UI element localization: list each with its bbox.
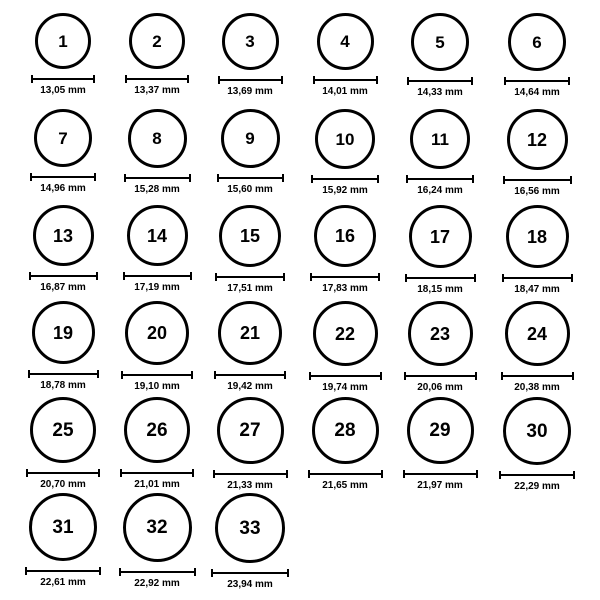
- measure-tick-left: [214, 371, 216, 379]
- measure-tick-left: [407, 77, 409, 85]
- ring-size-label: 23: [429, 323, 451, 344]
- diameter-measure-bar: [214, 371, 286, 379]
- measure-line: [119, 571, 196, 573]
- diameter-measure-bar: [503, 176, 572, 184]
- ring-size-cell: [16, 397, 110, 490]
- measure-tick-left: [119, 568, 121, 576]
- ring-circle: [221, 109, 280, 168]
- ring-size-cell: [298, 301, 392, 393]
- diameter-measure-bar: [119, 568, 196, 576]
- ring-size-cell: [298, 397, 392, 491]
- ring-size-label: 7: [58, 128, 68, 148]
- measure-tick-left: [313, 76, 315, 84]
- measure-tick-right: [571, 274, 573, 282]
- measure-line: [120, 472, 194, 474]
- measure-tick-right: [573, 471, 575, 479]
- measure-line: [26, 472, 100, 474]
- ring-size-label: 9: [245, 129, 255, 148]
- ring-diameter-label: 21,01 mm: [134, 479, 180, 490]
- measure-line: [403, 473, 478, 475]
- measure-tick-left: [502, 274, 504, 282]
- measure-line: [503, 179, 572, 181]
- measure-tick-left: [218, 76, 220, 84]
- ring-circle: [127, 205, 188, 266]
- measure-tick-right: [194, 568, 196, 576]
- measure-tick-right: [380, 372, 382, 380]
- measure-tick-right: [281, 76, 283, 84]
- ring-size-label: 13: [52, 225, 74, 246]
- measure-tick-right: [99, 567, 101, 575]
- ring-size-label: 22: [334, 323, 356, 344]
- measure-tick-right: [191, 371, 193, 379]
- diameter-measure-bar: [502, 274, 573, 282]
- ring-size-cell: [110, 397, 204, 490]
- diameter-measure-bar: [309, 372, 382, 380]
- measure-tick-right: [378, 273, 380, 281]
- ring-size-cell: [16, 301, 110, 391]
- measure-tick-left: [123, 272, 125, 280]
- ring-size-label: 25: [52, 419, 74, 441]
- ring-circle: [505, 301, 570, 366]
- measure-tick-right: [97, 370, 99, 378]
- measure-tick-right: [286, 470, 288, 478]
- ring-diameter-label: 16,56 mm: [514, 186, 560, 197]
- measure-line: [499, 474, 575, 476]
- measure-line: [217, 177, 284, 179]
- measure-line: [29, 275, 98, 277]
- ring-size-cell: [490, 109, 584, 197]
- measure-tick-left: [501, 372, 503, 380]
- ring-size-cell: [203, 493, 297, 590]
- ring-circle: [508, 13, 566, 71]
- diameter-measure-bar: [501, 372, 574, 380]
- ring-size-cell: [490, 301, 584, 393]
- ring-circle: [409, 205, 472, 268]
- ring-diameter-label: 21,65 mm: [322, 480, 368, 491]
- ring-diameter-label: 13,69 mm: [227, 86, 273, 97]
- ring-diameter-label: 20,06 mm: [417, 382, 463, 393]
- measure-tick-right: [287, 569, 289, 577]
- measure-line: [124, 177, 191, 179]
- ring-size-label: 17: [429, 226, 451, 247]
- measure-tick-left: [25, 567, 27, 575]
- diameter-measure-bar: [217, 174, 284, 182]
- ring-diameter-label: 15,92 mm: [322, 185, 368, 196]
- diameter-measure-bar: [213, 470, 288, 478]
- ring-diameter-label: 19,10 mm: [134, 381, 180, 392]
- ring-diameter-label: 14,33 mm: [417, 87, 463, 98]
- diameter-measure-bar: [123, 272, 192, 280]
- ring-circle: [408, 301, 473, 366]
- measure-line: [28, 373, 99, 375]
- ring-size-cell: [110, 13, 204, 96]
- ring-size-label: 10: [335, 129, 355, 149]
- measure-line: [311, 178, 379, 180]
- measure-line: [211, 572, 289, 574]
- ring-circle: [314, 205, 376, 267]
- diameter-measure-bar: [404, 372, 477, 380]
- ring-circle: [411, 13, 469, 71]
- ring-circle: [222, 13, 279, 70]
- measure-tick-right: [93, 75, 95, 83]
- diameter-measure-bar: [310, 273, 380, 281]
- diameter-measure-bar: [308, 470, 383, 478]
- ring-size-label: 4: [340, 32, 350, 51]
- diameter-measure-bar: [28, 370, 99, 378]
- measure-line: [215, 276, 285, 278]
- diameter-measure-bar: [499, 471, 575, 479]
- measure-line: [123, 275, 192, 277]
- ring-diameter-label: 17,83 mm: [322, 283, 368, 294]
- ring-circle: [29, 493, 97, 561]
- measure-line: [407, 80, 473, 82]
- measure-tick-right: [570, 176, 572, 184]
- ring-size-label: 3: [245, 32, 255, 51]
- ring-diameter-label: 14,01 mm: [322, 86, 368, 97]
- ring-circle: [30, 397, 96, 463]
- ring-size-label: 11: [431, 129, 449, 149]
- measure-line: [121, 374, 193, 376]
- ring-diameter-label: 17,51 mm: [227, 283, 273, 294]
- measure-tick-left: [121, 371, 123, 379]
- ring-size-cell: [203, 205, 297, 294]
- measure-tick-left: [211, 569, 213, 577]
- measure-tick-right: [94, 173, 96, 181]
- measure-tick-right: [377, 175, 379, 183]
- ring-size-cell: [16, 109, 110, 194]
- ring-circle: [218, 301, 282, 365]
- ring-size-cell: [490, 397, 584, 492]
- ring-size-label: 18: [526, 226, 548, 247]
- measure-tick-right: [189, 174, 191, 182]
- ring-size-cell: [298, 205, 392, 294]
- measure-line: [313, 79, 378, 81]
- measure-line: [213, 473, 288, 475]
- ring-size-label: 28: [334, 420, 356, 441]
- ring-diameter-label: 22,29 mm: [514, 481, 560, 492]
- ring-diameter-label: 16,87 mm: [40, 282, 86, 293]
- ring-diameter-label: 22,92 mm: [134, 578, 180, 589]
- ring-diameter-label: 22,61 mm: [40, 577, 86, 588]
- ring-diameter-label: 20,70 mm: [40, 479, 86, 490]
- measure-tick-left: [504, 77, 506, 85]
- measure-tick-right: [96, 272, 98, 280]
- ring-diameter-label: 15,60 mm: [227, 184, 273, 195]
- ring-circle: [123, 493, 192, 562]
- measure-tick-right: [471, 77, 473, 85]
- ring-size-label: 15: [239, 226, 261, 246]
- measure-tick-left: [405, 274, 407, 282]
- diameter-measure-bar: [313, 76, 378, 84]
- diameter-measure-bar: [121, 371, 193, 379]
- ring-circle: [35, 13, 91, 69]
- ring-size-cell: [393, 397, 487, 491]
- measure-tick-right: [376, 76, 378, 84]
- measure-tick-left: [28, 370, 30, 378]
- ring-size-label: 1: [58, 31, 68, 51]
- measure-tick-right: [187, 75, 189, 83]
- ring-size-label: 19: [52, 322, 74, 343]
- measure-tick-left: [406, 175, 408, 183]
- ring-size-label: 6: [532, 32, 542, 52]
- measure-tick-left: [499, 471, 501, 479]
- measure-line: [404, 375, 477, 377]
- diameter-measure-bar: [30, 173, 96, 181]
- ring-size-cell: [393, 301, 487, 393]
- measure-tick-left: [125, 75, 127, 83]
- ring-circle: [124, 397, 190, 463]
- ring-size-cell: [490, 205, 584, 295]
- measure-tick-left: [217, 174, 219, 182]
- ring-circle: [34, 109, 92, 167]
- diameter-measure-bar: [311, 175, 379, 183]
- ring-size-label: 33: [239, 517, 261, 539]
- measure-line: [31, 78, 95, 80]
- measure-line: [25, 570, 101, 572]
- measure-tick-left: [311, 175, 313, 183]
- ring-size-cell: [203, 397, 297, 491]
- diameter-measure-bar: [504, 77, 570, 85]
- ring-size-label: 2: [152, 31, 162, 51]
- measure-tick-right: [568, 77, 570, 85]
- ring-diameter-label: 21,33 mm: [227, 480, 273, 491]
- measure-tick-left: [120, 469, 122, 477]
- diameter-measure-bar: [211, 569, 289, 577]
- diameter-measure-bar: [29, 272, 98, 280]
- measure-line: [504, 80, 570, 82]
- measure-tick-right: [572, 372, 574, 380]
- ring-size-cell: [110, 493, 204, 589]
- diameter-measure-bar: [403, 470, 478, 478]
- measure-tick-right: [283, 273, 285, 281]
- ring-circle: [219, 205, 281, 267]
- ring-diameter-label: 20,38 mm: [514, 382, 560, 393]
- ring-circle: [313, 301, 378, 366]
- ring-circle: [317, 13, 374, 70]
- ring-size-cell: [16, 205, 110, 293]
- ring-diameter-label: 14,96 mm: [40, 183, 86, 194]
- ring-size-label: 31: [52, 516, 74, 538]
- ring-size-cell: [16, 13, 110, 96]
- ring-size-cell: [110, 109, 204, 195]
- measure-line: [125, 78, 189, 80]
- ring-size-cell: [203, 301, 297, 392]
- measure-tick-left: [215, 273, 217, 281]
- measure-tick-right: [284, 371, 286, 379]
- ring-size-label: 16: [334, 226, 356, 246]
- ring-circle: [32, 301, 95, 364]
- measure-tick-right: [474, 274, 476, 282]
- measure-line: [406, 178, 474, 180]
- ring-circle: [407, 397, 474, 464]
- ring-size-cell: [110, 301, 204, 392]
- ring-diameter-label: 18,47 mm: [514, 284, 560, 295]
- measure-tick-right: [190, 272, 192, 280]
- ring-size-cell: [393, 109, 487, 196]
- measure-tick-left: [403, 470, 405, 478]
- ring-diameter-label: 15,28 mm: [134, 184, 180, 195]
- diameter-measure-bar: [218, 76, 283, 84]
- ring-size-cell: [393, 205, 487, 295]
- measure-tick-left: [213, 470, 215, 478]
- ring-size-label: 32: [146, 517, 168, 538]
- ring-diameter-label: 17,19 mm: [134, 282, 180, 293]
- diameter-measure-bar: [215, 273, 285, 281]
- ring-circle: [129, 13, 185, 69]
- ring-diameter-label: 23,94 mm: [227, 579, 273, 590]
- ring-size-label: 27: [239, 420, 261, 441]
- measure-tick-right: [475, 372, 477, 380]
- ring-diameter-label: 16,24 mm: [417, 185, 463, 196]
- ring-diameter-label: 13,05 mm: [40, 85, 86, 96]
- measure-line: [214, 374, 286, 376]
- ring-size-label: 30: [526, 420, 548, 442]
- measure-tick-right: [472, 175, 474, 183]
- measure-tick-left: [309, 372, 311, 380]
- diameter-measure-bar: [31, 75, 95, 83]
- measure-line: [308, 473, 383, 475]
- ring-size-label: 20: [146, 323, 168, 343]
- ring-diameter-label: 19,74 mm: [322, 382, 368, 393]
- measure-line: [405, 277, 476, 279]
- measure-tick-left: [30, 173, 32, 181]
- measure-tick-right: [282, 174, 284, 182]
- ring-circle: [217, 397, 284, 464]
- measure-tick-right: [192, 469, 194, 477]
- diameter-measure-bar: [125, 75, 189, 83]
- measure-tick-right: [98, 469, 100, 477]
- ring-size-cell: [298, 13, 392, 97]
- measure-tick-left: [31, 75, 33, 83]
- ring-circle: [507, 109, 568, 170]
- ring-size-cell: [393, 13, 487, 98]
- diameter-measure-bar: [120, 469, 194, 477]
- ring-circle: [125, 301, 189, 365]
- measure-tick-left: [503, 176, 505, 184]
- measure-tick-right: [476, 470, 478, 478]
- measure-line: [218, 79, 283, 81]
- ring-size-cell: [110, 205, 204, 293]
- ring-circle: [503, 397, 571, 465]
- ring-size-label: 26: [146, 419, 168, 441]
- measure-line: [502, 277, 573, 279]
- ring-diameter-label: 13,37 mm: [134, 85, 180, 96]
- measure-tick-left: [310, 273, 312, 281]
- ring-diameter-label: 18,78 mm: [40, 380, 86, 391]
- ring-size-cell: [298, 109, 392, 196]
- ring-circle: [33, 205, 94, 266]
- ring-diameter-label: 19,42 mm: [227, 381, 273, 392]
- ring-size-cell: [203, 109, 297, 195]
- ring-size-label: 21: [239, 323, 261, 343]
- ring-size-cell: [490, 13, 584, 98]
- measure-line: [30, 176, 96, 178]
- diameter-measure-bar: [124, 174, 191, 182]
- diameter-measure-bar: [26, 469, 100, 477]
- ring-size-cell: [203, 13, 297, 97]
- ring-circle: [215, 493, 285, 563]
- measure-line: [501, 375, 574, 377]
- ring-circle: [312, 397, 379, 464]
- ring-size-label: 24: [526, 323, 548, 344]
- ring-size-label: 5: [435, 32, 445, 52]
- measure-tick-right: [381, 470, 383, 478]
- diameter-measure-bar: [407, 77, 473, 85]
- measure-tick-left: [124, 174, 126, 182]
- measure-line: [310, 276, 380, 278]
- measure-tick-left: [29, 272, 31, 280]
- ring-circle: [506, 205, 569, 268]
- diameter-measure-bar: [406, 175, 474, 183]
- diameter-measure-bar: [25, 567, 101, 575]
- measure-line: [309, 375, 382, 377]
- ring-circle: [128, 109, 187, 168]
- measure-tick-left: [308, 470, 310, 478]
- ring-size-label: 12: [526, 129, 548, 150]
- diameter-measure-bar: [405, 274, 476, 282]
- ring-circle: [410, 109, 470, 169]
- ring-diameter-label: 14,64 mm: [514, 87, 560, 98]
- ring-size-label: 8: [152, 129, 162, 148]
- ring-size-cell: [16, 493, 110, 588]
- measure-tick-left: [404, 372, 406, 380]
- ring-circle: [315, 109, 375, 169]
- ring-size-label: 29: [429, 420, 451, 441]
- ring-diameter-label: 18,15 mm: [417, 284, 463, 295]
- measure-tick-left: [26, 469, 28, 477]
- ring-diameter-label: 21,97 mm: [417, 480, 463, 491]
- ring-size-label: 14: [146, 225, 168, 246]
